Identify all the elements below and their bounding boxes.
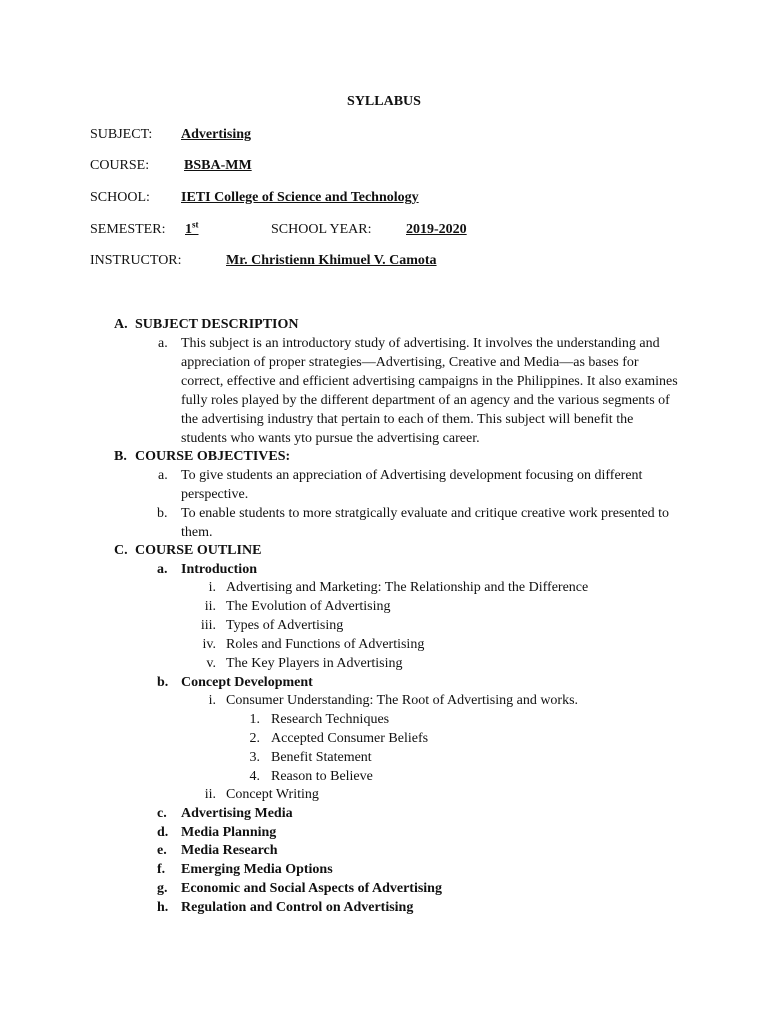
outline-a-item-marker: i. [208,580,216,595]
outline-item-marker: h. [157,900,169,915]
school-label: SCHOOL: [90,190,150,205]
semester-number: 1 [185,222,192,237]
school-year-value: 2019-2020 [406,222,467,237]
outline-a-marker: a. [157,562,168,577]
semester-label: SEMESTER: [90,222,166,237]
objective-marker: a. [158,468,168,483]
outline-item-label: Regulation and Control on Advertising [181,900,414,915]
outline-item-label: Economic and Social Aspects of Advertising [181,881,442,896]
outline-b-sub-marker: 4. [249,769,260,784]
outline-b-item-marker: i. [208,693,216,708]
instructor-label: INSTRUCTOR: [90,253,182,268]
outline-a-item-text: The Key Players in Advertising [226,656,403,671]
outline-item-marker: e. [157,843,167,858]
outline-a-item-marker: iv. [202,637,216,652]
outline-b-sub-text: Reason to Believe [271,769,373,784]
section-a-heading: SUBJECT DESCRIPTION [135,317,299,332]
section-a-item-marker: a. [158,336,168,351]
outline-a-item-marker: v. [206,656,216,671]
course-value: BSBA-MM [184,158,252,173]
outline-b-sub-text: Research Techniques [271,712,390,727]
semester-ordinal: st [192,219,199,230]
subject-label: SUBJECT: [90,127,153,142]
outline-a-item-text: Roles and Functions of Advertising [226,637,425,652]
outline-b-sub-marker: 2. [249,731,260,746]
outline-item-marker: g. [157,881,168,896]
section-b-marker: B. [114,449,127,464]
outline-b-sub-marker: 1. [249,712,260,727]
outline-a-label: Introduction [181,562,257,577]
outline-item-label: Media Research [181,843,278,858]
section-a-marker: A. [114,317,128,332]
outline-b-sub-text: Accepted Consumer Beliefs [271,731,429,746]
outline-a-item-text: The Evolution of Advertising [226,599,391,614]
objective-text: To give students an appreciation of Advertising development focusing on different perspective. [181,468,643,502]
subject-description-text: This subject is an introductory study of advertising. It involves the understanding and appreciation of proper strategies—Advertising, Creative and Media—as bases for correct, effective and efficient advertising campaigns in the Philippines. It also examines fully roles played by the different department of an agency and the various segments of the advertising industry that pertain to each of them. This subject will benefit the students who wants yto pursue the advertising career. [181,336,678,446]
outline-a-item-marker: ii. [204,599,216,614]
semester-value [185,220,199,239]
section-c-heading: COURSE OUTLINE [135,543,262,558]
outline-b-sub-text: Benefit Statement [271,750,372,765]
outline-b-item-text: Concept Writing [226,787,319,802]
outline-a-item-text: Advertising and Marketing: The Relationship and the Difference [226,580,589,595]
instructor-value: Mr. Christienn Khimuel V. Camota [226,253,437,268]
outline-item-marker: d. [157,825,169,840]
course-label: COURSE: [90,158,150,173]
objective-text: To enable students to more stratgically evaluate and critique creative work presented to them. [181,506,670,540]
outline-b-label: Concept Development [181,675,313,690]
subject-value: Advertising [181,127,251,142]
outline-item-label: Emerging Media Options [181,862,333,877]
section-c-marker: C. [114,543,128,558]
school-year-label: SCHOOL YEAR: [271,222,372,237]
outline-item-marker: f. [157,862,166,877]
outline-b-marker: b. [157,675,169,690]
outline-item-label: Advertising Media [181,806,293,821]
school-value: IETI College of Science and Technology [181,190,419,205]
outline-a-item-marker: iii. [200,618,216,633]
outline-item-marker: c. [157,806,167,821]
section-b-heading: COURSE OBJECTIVES: [135,449,291,464]
outline-b-sub-marker: 3. [249,750,260,765]
outline-b-item-marker: ii. [204,787,216,802]
page-title: SYLLABUS [347,94,421,109]
outline-b-item-text: Consumer Understanding: The Root of Advertising and works. [226,693,579,708]
objective-marker: b. [157,506,168,521]
outline-a-item-text: Types of Advertising [226,618,344,633]
outline-item-label: Media Planning [181,825,277,840]
